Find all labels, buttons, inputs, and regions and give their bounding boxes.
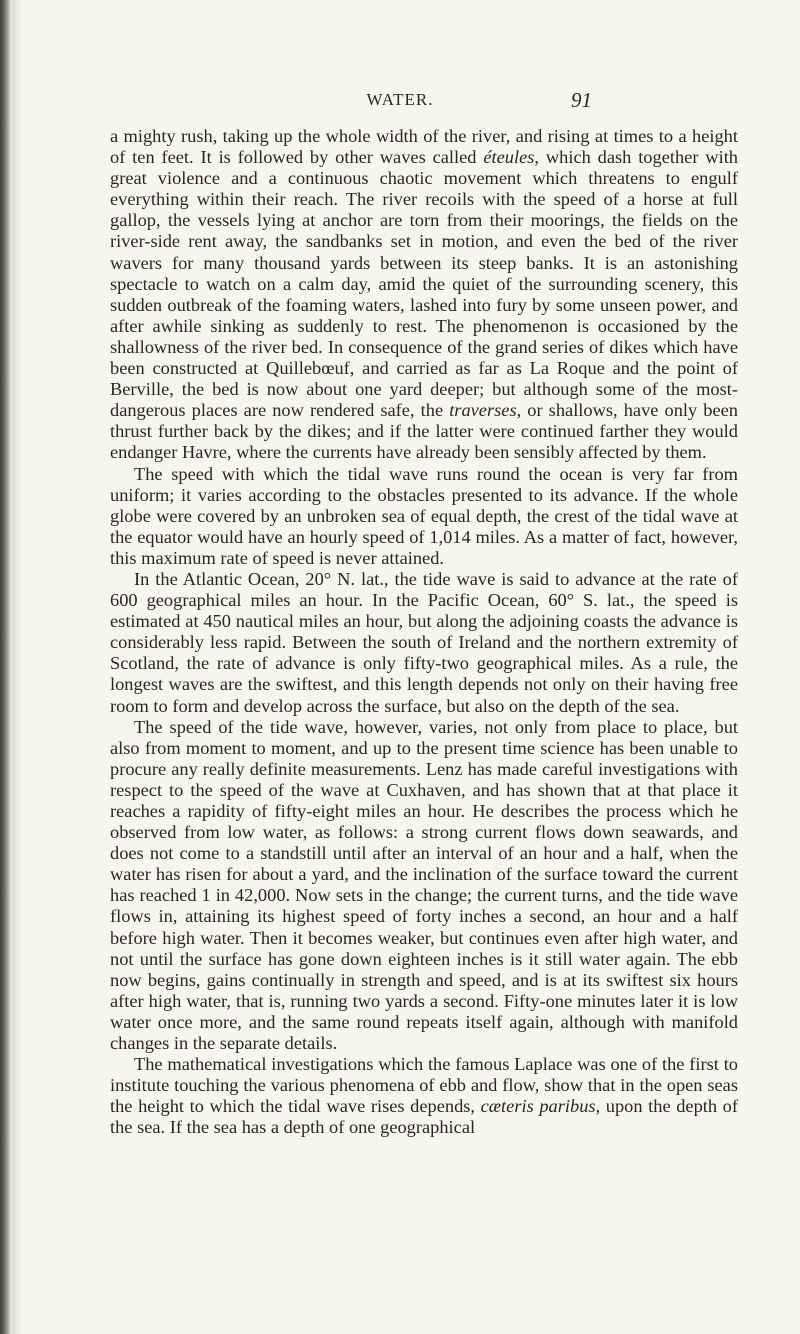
book-spine-edge — [0, 0, 12, 1334]
running-head — [0, 90, 800, 116]
running-title: WATER. — [366, 90, 434, 109]
body-text — [110, 126, 738, 1139]
italic-term: traverses — [449, 400, 517, 421]
spine-shadow — [12, 0, 22, 1334]
text-run: In the Atlantic Ocean, 20° N. lat., the tide wave is said to advance at the rate of 600 geographical miles an hour. In the Pacific Ocean, 60° S. lat., the speed is estimated at 450 nautical miles an hour, but along the adjoining coasts the advance is considerably less rapid. Between the south of Ireland and the northern extremity of Scotland, the rate of advance is only fifty-two geographical miles. As a rule, the longest waves are the swiftest, and this length depends not only on their having free room to form and develop across the surface, but also on the depth of the sea. — [110, 568, 738, 716]
page-number: 91 — [571, 88, 592, 112]
paragraph — [110, 464, 738, 569]
text-run: , which dash together with great violence and a continuous chaotic movement which threatens to engulf everything within their reach. The river recoils with the speed of a horse at full gallop, the vessels lying at anchor are torn from their moorings, the fields on the river-side rent away, the sandbanks set in motion, and even the bed of the river wavers for many thousand yards between its steep banks. It is an astonishing spectacle to watch on a calm day, amid the quiet of the surrounding scenery, this sudden outbreak of the foaming waters, lashed into fury by some unseen power, and after awhile sinking as suddenly to rest. The phenomenon is occasioned by the shallowness of the river bed. In consequence of the grand series of dikes which have been constructed at Quillebœuf, and carried as far as La Roque and the point of Berville, the bed is now about one yard deeper; but although some of the most-dangerous places are now rendered safe, the — [110, 147, 738, 421]
text-run: The speed with which the tidal wave runs round the ocean is very far from uniform; it varies according to the obstacles presented to its advance. If the whole globe were covered by an unbroken sea of equal depth, the crest of the tidal wave at the equator would have an hourly speed of 1,014 miles. As a matter of fact, however, this maximum rate of speed is never attained. — [110, 463, 738, 568]
paragraph — [110, 126, 738, 464]
text-run: , upon the depth of the sea. If the sea has a depth of one geographical — [110, 1096, 738, 1138]
text-run: The speed of the tide wave, however, varies, not only from place to place, but also from moment to moment, and up to the present time science has been unable to procure any really definite measurements. Lenz has made careful investigations with respect to the speed of the wave at Cuxhaven, and has shown that at that place it reaches a rapidity of fifty-eight miles an hour. He describes the process which he observed from low water, as follows: a strong current flows down seawards, and does not come to a standstill until after an interval of an hour and a half, when the water has risen for about a yard, and the inclination of the surface toward the current has reached 1 in 42,000. Now sets in the change; the current turns, and the tide wave flows in, attaining its highest speed of forty inches a second, an hour and a half before high water. Then it becomes weaker, but continues even after high water, and not until the surface has gone down eighteen inches is it still water again. The ebb now begins, gains continually in strength and speed, and is at its swiftest six hours after high water, that is, running two yards a second. Fifty-one minutes later it is low water once more, and the same round repeats itself again, although with manifold changes in the separate details. — [110, 716, 738, 1054]
paragraph — [110, 569, 738, 717]
paragraph — [110, 1054, 738, 1138]
text-run: a mighty rush, taking up the whole width of the river, and rising at times to a height of ten feet. It is followed by other waves called — [110, 126, 738, 168]
italic-term: éteules — [483, 147, 535, 168]
italic-term: cæteris paribus — [480, 1096, 596, 1117]
paragraph — [110, 717, 738, 1055]
text-run: The mathematical investigations which the famous Laplace was one of the first to institute touching the various phenomena of ebb and flow, show that in the open seas the height to which the tidal wave rises depends, — [110, 1054, 738, 1117]
text-run: , or shallows, have only been thrust further back by the dikes; and if the latter were continued farther they would endanger Havre, where the currents have already been sensibly affected by them. — [110, 400, 738, 463]
